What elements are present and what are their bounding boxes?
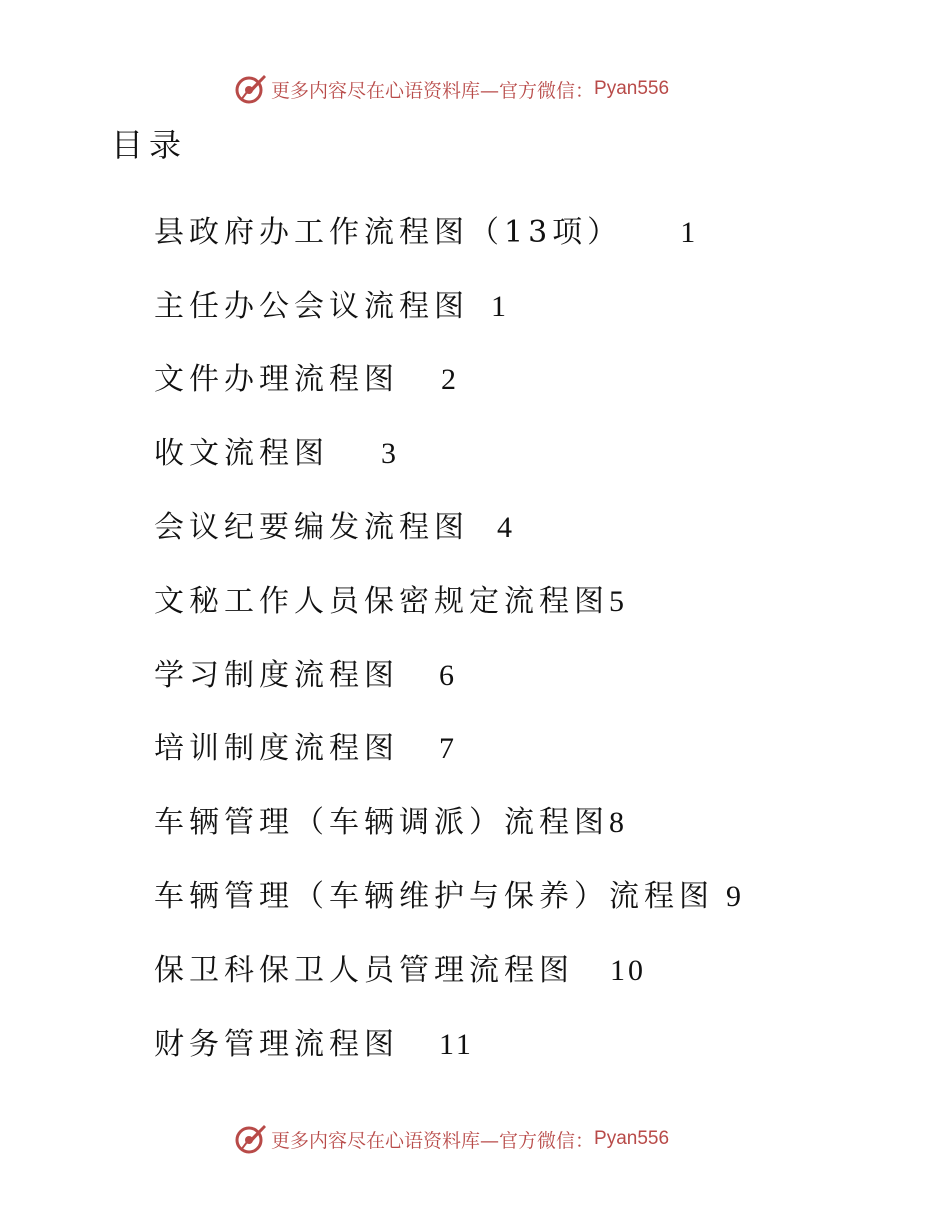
toc-entry-label: 财务管理流程图 [154,1026,399,1062]
toc-entry[interactable] [154,786,744,860]
watermark-wechat-id: Pyan556 [594,78,670,99]
toc-entry[interactable] [154,344,744,418]
watermark-wechat-id: Pyan556 [594,1128,670,1149]
toc-entry-label: 车辆管理（车辆调派）流程图 [154,805,609,841]
toc-entry[interactable] [154,934,744,1008]
toc-entry[interactable] [154,565,744,639]
toc-entry-page: 2 [441,363,459,397]
header-watermark [233,72,669,106]
toc-entry-label: 保卫科保卫人员管理流程图 [154,952,574,988]
toc-entry-page: 11 [439,1027,474,1061]
toc-entry-page: 7 [439,732,457,766]
watermark-text: 更多内容尽在心语资料库—官方微信： [271,79,595,102]
quill-pen-logo-icon [233,1122,267,1156]
watermark-text: 更多内容尽在心语资料库—官方微信： [271,1129,595,1152]
toc-entry-label: 会议纪要编发流程图 [154,510,469,546]
toc-entry-page: 3 [381,437,399,471]
toc-entry[interactable] [154,639,744,713]
toc-entry-page: 6 [439,658,457,692]
toc-entry-label: 文秘工作人员保密规定流程图 [154,583,609,619]
toc-entry[interactable] [154,270,744,344]
toc-entry[interactable] [154,196,744,270]
toc-entry-label: 车辆管理（车辆维护与保养）流程图 [154,879,714,915]
toc-entry-page: 4 [497,511,515,545]
toc-entry-label: 收文流程图 [154,436,329,472]
toc-entry[interactable] [154,417,744,491]
toc-entry-label: 县政府办工作流程图（13项） [154,214,623,250]
toc-entry-page: 5 [609,584,627,618]
toc-title: 目录 [111,126,188,164]
toc-list [154,196,744,1082]
quill-pen-logo-icon [233,72,267,106]
toc-entry-label: 主任办公会议流程图 [154,288,469,324]
toc-entry[interactable] [154,713,744,787]
toc-entry[interactable] [154,491,744,565]
toc-entry-page: 10 [610,953,646,987]
footer-watermark [233,1122,669,1156]
toc-entry[interactable] [154,1008,744,1082]
toc-entry-page: 8 [609,806,627,840]
toc-entry-page: 1 [680,215,699,249]
toc-entry-label: 培训制度流程图 [154,731,399,767]
toc-entry-label: 文件办理流程图 [154,362,399,398]
toc-entry-page: 9 [726,880,744,914]
toc-entry-page: 1 [491,289,509,323]
toc-entry[interactable] [154,860,744,934]
toc-entry-label: 学习制度流程图 [154,657,399,693]
